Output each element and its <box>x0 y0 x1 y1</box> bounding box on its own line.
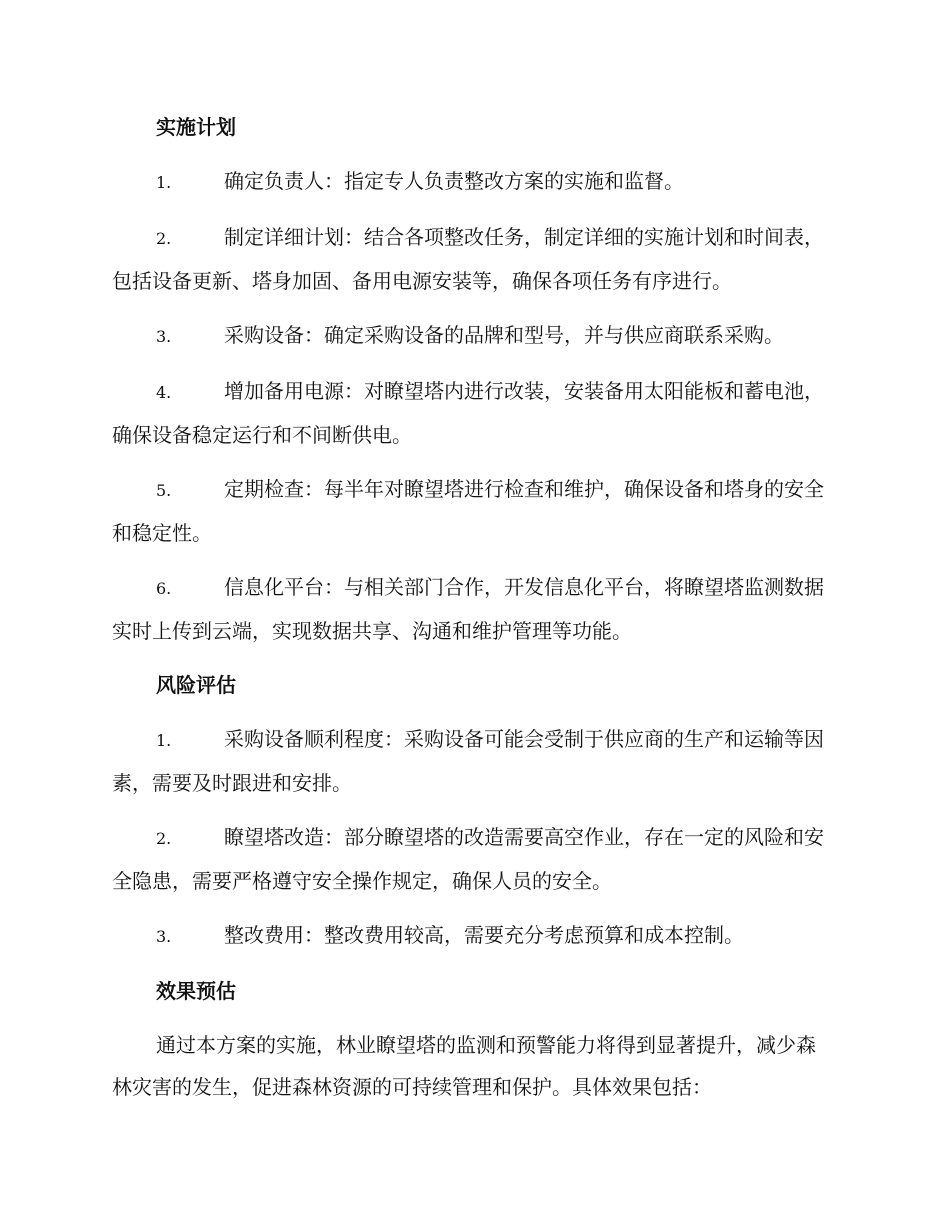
list-item <box>112 914 834 958</box>
section-heading-risk-assessment: 风险评估 <box>156 673 236 697</box>
list-item <box>112 216 834 302</box>
list-item <box>112 816 834 902</box>
list-item <box>112 468 834 554</box>
section-heading-effect-estimate: 效果预估 <box>156 979 236 1003</box>
document-page <box>112 106 834 1120</box>
body-paragraph: 通过本方案的实施，林业瞭望塔的监测和预警能力将得到显著提升，减少森林灾害的发生，促进森林资源的可持续管理和保护。具体效果包括： <box>112 1033 816 1099</box>
list-item-text: 采购设备顺利程度：采购设备可能会受制于供应商的生产和运输等因素，需要及时跟进和安排。 <box>112 727 824 795</box>
list-item-number: 3. <box>156 927 172 946</box>
list-item-text: 整改费用：整改费用较高，需要充分考虑预算和成本控制。 <box>224 923 744 947</box>
list-item-text: 信息化平台：与相关部门合作，开发信息化平台，将瞭望塔监测数据实时上传到云端，实现数据共享、沟通和维护管理等功能。 <box>112 575 824 643</box>
list-item <box>112 314 834 358</box>
section-heading-implementation-plan: 实施计划 <box>156 115 236 139</box>
list-item-text: 确定负责人：指定专人负责整改方案的实施和监督。 <box>224 169 684 193</box>
list-item-number: 4. <box>156 383 172 402</box>
list-item-number: 6. <box>156 579 172 598</box>
list-item-text: 增加备用电源：对瞭望塔内进行改装，安装备用太阳能板和蓄电池，确保设备稳定运行和不间断供电。 <box>112 379 824 447</box>
list-item-text: 定期检查：每半年对瞭望塔进行检查和维护，确保设备和塔身的安全和稳定性。 <box>112 477 824 545</box>
list-item-number: 1. <box>156 731 172 750</box>
list-item-text: 采购设备：确定采购设备的品牌和型号，并与供应商联系采购。 <box>224 323 784 347</box>
list-item-number: 3. <box>156 327 172 346</box>
list-item <box>112 566 834 652</box>
list-item-number: 1. <box>156 173 172 192</box>
list-item-number: 2. <box>156 829 172 848</box>
list-item-text: 瞭望塔改造：部分瞭望塔的改造需要高空作业，存在一定的风险和安全隐患，需要严格遵守安全操作规定，确保人员的安全。 <box>112 825 824 893</box>
list-item <box>112 370 834 456</box>
list-item <box>112 160 834 204</box>
list-item-number: 2. <box>156 229 172 248</box>
list-item <box>112 718 834 804</box>
list-item-number: 5. <box>156 481 172 500</box>
list-item-text: 制定详细计划：结合各项整改任务，制定详细的实施计划和时间表，包括设备更新、塔身加固、备用电源安装等，确保各项任务有序进行。 <box>112 225 824 293</box>
